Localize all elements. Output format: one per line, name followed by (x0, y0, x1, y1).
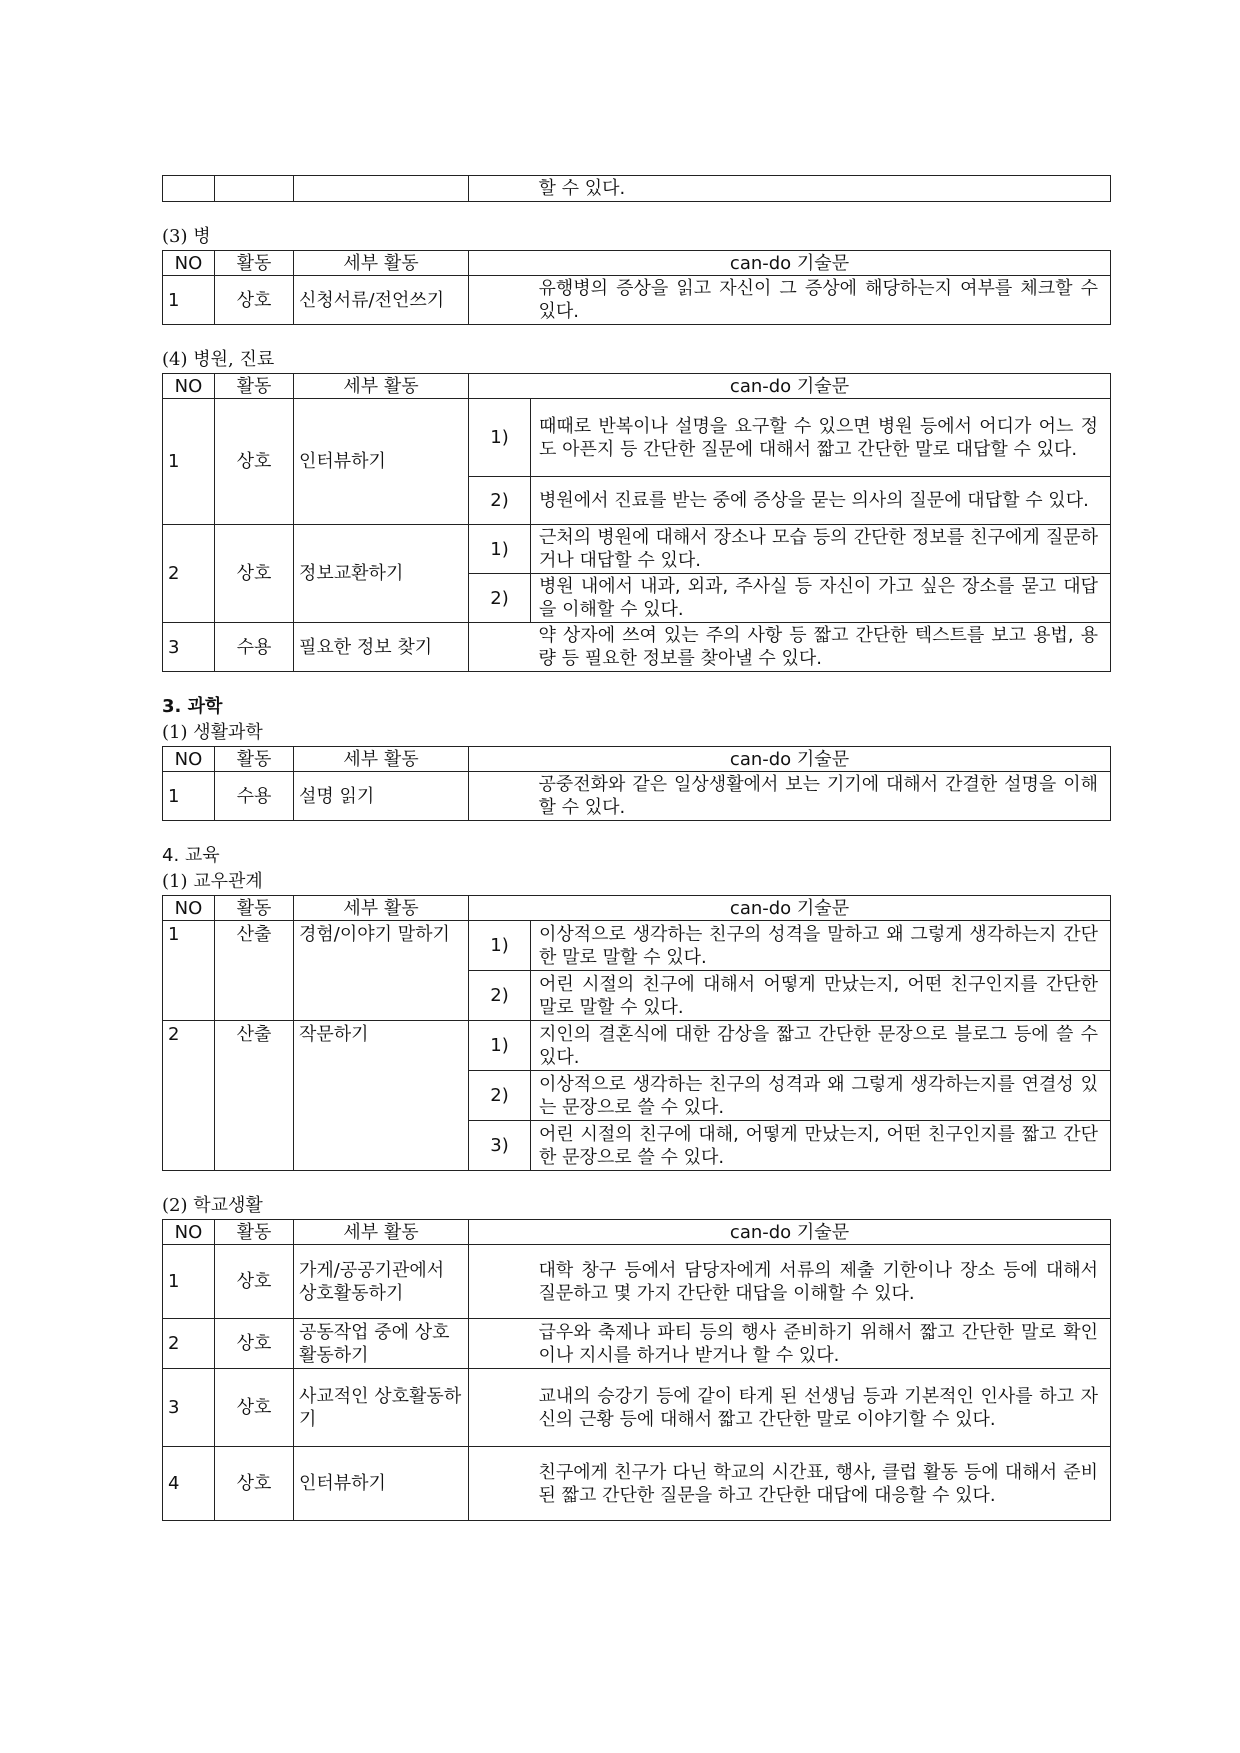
section-title: (3) 병 (162, 226, 211, 247)
disease-table (162, 250, 1111, 325)
row-no: 1 (163, 921, 215, 1021)
cando-text: 대학 창구 등에서 담당자에게 서류의 제출 기한이나 장소 등에 대해서 질문하고 몇 가지 간단한 대답을 이해할 수 있다. (531, 1245, 1111, 1319)
row-detail: 사교적인 상호활동하기 (294, 1369, 469, 1447)
row-no: 2 (163, 1319, 215, 1369)
science-table (162, 746, 1111, 821)
row-detail: 경험/이야기 말하기 (294, 921, 469, 1021)
cando-text: 친구에게 친구가 다닌 학교의 시간표, 행사, 클럽 활동 등에 대해서 준비된 짧고 간단한 질문을 하고 간단한 대답에 대응할 수 있다. (531, 1447, 1111, 1521)
cando-text: 급우와 축제나 파티 등의 행사 준비하기 위해서 짧고 간단한 말로 확인이나 지시를 하거나 받거나 할 수 있다. (531, 1319, 1111, 1369)
row-detail: 작문하기 (294, 1021, 469, 1171)
sub-number: 2) (469, 1071, 531, 1121)
row-detail: 설명 읽기 (294, 772, 469, 821)
header-cando: can-do 기술문 (469, 896, 1111, 921)
sub-number: 2) (469, 477, 531, 525)
row-activity: 상호 (215, 1245, 294, 1319)
header-cando: can-do 기술문 (469, 251, 1111, 276)
cando-text: 이상적으로 생각하는 친구의 성격을 말하고 왜 그렇게 생각하는지 간단한 말로 말할 수 있다. (531, 921, 1111, 971)
header-detail: 세부 활동 (294, 251, 469, 276)
header-activity: 활동 (215, 251, 294, 276)
continuation-table (162, 175, 1111, 202)
header-no: NO (163, 896, 215, 921)
cando-text: 지인의 결혼식에 대한 감상을 짧고 간단한 문장으로 블로그 등에 쓸 수 있다. (531, 1021, 1111, 1071)
sub-number: 1) (469, 1021, 531, 1071)
header-detail: 세부 활동 (294, 896, 469, 921)
cando-text: 병원에서 진료를 받는 중에 증상을 묻는 의사의 질문에 대답할 수 있다. (531, 477, 1111, 525)
row-no: 2 (163, 525, 215, 623)
sub-number: 1) (469, 921, 531, 971)
header-detail: 세부 활동 (294, 747, 469, 772)
row-activity: 수용 (215, 623, 294, 672)
cando-text: 병원 내에서 내과, 외과, 주사실 등 자신이 가고 싶은 장소를 묻고 대답을 이해할 수 있다. (531, 574, 1111, 623)
row-detail: 공동작업 중에 상호활동하기 (294, 1319, 469, 1369)
header-no: NO (163, 747, 215, 772)
school-life-table (162, 1219, 1111, 1521)
row-no: 2 (163, 1021, 215, 1171)
row-no: 3 (163, 623, 215, 672)
row-activity: 상호 (215, 399, 294, 525)
header-activity: 활동 (215, 747, 294, 772)
cando-text: 할 수 있다. (531, 176, 1111, 202)
sub-number: 2) (469, 971, 531, 1021)
header-no: NO (163, 1220, 215, 1245)
section-title: (2) 학교생활 (162, 1195, 263, 1216)
header-no: NO (163, 251, 215, 276)
row-detail: 신청서류/전언쓰기 (294, 276, 469, 325)
row-no: 1 (163, 1245, 215, 1319)
cando-text: 유행병의 증상을 읽고 자신이 그 증상에 해당하는지 여부를 체크할 수 있다. (531, 276, 1111, 325)
row-activity: 산출 (215, 921, 294, 1021)
row-detail: 필요한 정보 찾기 (294, 623, 469, 672)
header-activity: 활동 (215, 374, 294, 399)
header-detail: 세부 활동 (294, 1220, 469, 1245)
row-no: 1 (163, 399, 215, 525)
row-activity: 상호 (215, 1369, 294, 1447)
sub-number: 1) (469, 525, 531, 574)
section-title: (1) 생활과학 (162, 722, 263, 743)
chapter-title: 3. 과학 (162, 696, 223, 717)
header-cando: can-do 기술문 (469, 374, 1111, 399)
section-title: (1) 교우관계 (162, 871, 263, 892)
header-activity: 활동 (215, 1220, 294, 1245)
header-no: NO (163, 374, 215, 399)
hospital-table (162, 373, 1111, 672)
cando-text: 어린 시절의 친구에 대해, 어떻게 만났는지, 어떤 친구인지를 짧고 간단한 문장으로 쓸 수 있다. (531, 1121, 1111, 1171)
row-detail: 인터뷰하기 (294, 399, 469, 525)
row-activity: 상호 (215, 525, 294, 623)
header-cando: can-do 기술문 (469, 747, 1111, 772)
row-activity: 상호 (215, 1319, 294, 1369)
row-detail: 정보교환하기 (294, 525, 469, 623)
friendship-table (162, 895, 1111, 1171)
row-no: 1 (163, 276, 215, 325)
cando-text: 때때로 반복이나 설명을 요구할 수 있으면 병원 등에서 어디가 어느 정도 아픈지 등 간단한 질문에 대해서 짧고 간단한 말로 대답할 수 있다. (531, 399, 1111, 477)
row-no: 1 (163, 772, 215, 821)
header-cando: can-do 기술문 (469, 1220, 1111, 1245)
sub-number: 3) (469, 1121, 531, 1171)
row-activity: 수용 (215, 772, 294, 821)
cando-text: 어린 시절의 친구에 대해서 어떻게 만났는지, 어떤 친구인지를 간단한 말로 말할 수 있다. (531, 971, 1111, 1021)
section-title: (4) 병원, 진료 (162, 349, 275, 370)
row-detail: 가게/공공기관에서 상호활동하기 (294, 1245, 469, 1319)
chapter-title: 4. 교육 (162, 845, 220, 866)
cando-text: 이상적으로 생각하는 친구의 성격과 왜 그렇게 생각하는지를 연결성 있는 문장으로 쓸 수 있다. (531, 1071, 1111, 1121)
header-detail: 세부 활동 (294, 374, 469, 399)
row-activity: 상호 (215, 276, 294, 325)
document-body (162, 175, 1111, 1521)
cando-text: 교내의 승강기 등에 같이 타게 된 선생님 등과 기본적인 인사를 하고 자신의 근황 등에 대해서 짧고 간단한 말로 이야기할 수 있다. (531, 1369, 1111, 1447)
row-activity: 산출 (215, 1021, 294, 1171)
row-activity: 상호 (215, 1447, 294, 1521)
sub-number: 2) (469, 574, 531, 623)
row-no: 4 (163, 1447, 215, 1521)
row-detail: 인터뷰하기 (294, 1447, 469, 1521)
header-activity: 활동 (215, 896, 294, 921)
row-no: 3 (163, 1369, 215, 1447)
cando-text: 근처의 병원에 대해서 장소나 모습 등의 간단한 정보를 친구에게 질문하거나 대답할 수 있다. (531, 525, 1111, 574)
cando-text: 공중전화와 같은 일상생활에서 보는 기기에 대해서 간결한 설명을 이해할 수 있다. (531, 772, 1111, 821)
sub-number: 1) (469, 399, 531, 477)
cando-text: 약 상자에 쓰여 있는 주의 사항 등 짧고 간단한 텍스트를 보고 용법, 용량 등 필요한 정보를 찾아낼 수 있다. (531, 623, 1111, 672)
